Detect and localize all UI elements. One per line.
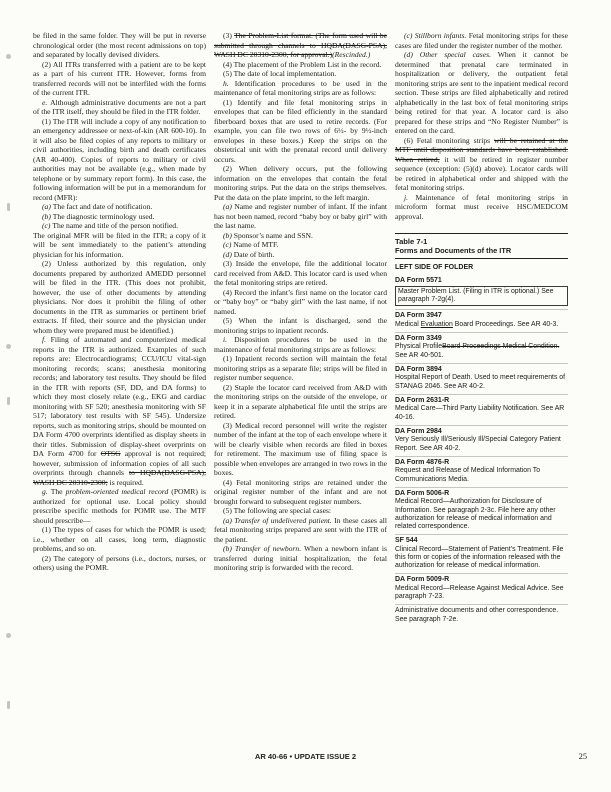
form-description: Master Problem List. (Filing in ITR is optional.) See paragraph 7-2g(4). [395,286,568,306]
table-entry [395,310,568,333]
table-title-rule [395,258,568,259]
table-title: Forms and Documents of the ITR [395,246,512,255]
paragraph: (2) All ITRs transferred with a patient are to be kept as a part of his current ITR. However, forms from transferred records will not be interfiled with the forms of the current ITR. [33,59,206,97]
paragraph: (c) The name and title of the person notified. [42,221,179,230]
form-description: Very Seriously Ill/Seriously Ill/Special Category Patient Report. See AR 40-2. [395,436,561,452]
paragraph: e. Although administrative documents are not a part of the ITR itself, they should be filed in the ITR folder. [33,97,206,116]
form-number: DA Form 3894 [395,365,442,373]
form-number: DA Form 3349 [395,334,442,342]
binder-hole-mark [6,344,11,349]
paragraph: (5) When the infant is discharged, send the monitoring strips to inpatient records. [214,316,387,335]
paragraph: (b) Sponsor’s name and SSN. [223,230,313,240]
table-entry [395,426,568,457]
paragraph: (a) Transfer of undelivered patient. In these cases all fetal monitoring strips prepared are sent with the ITR of the patient. [214,515,387,544]
paragraph: (3) The Problem-List format. (The form used will be submitted through channels to HQDA(DASG-PSA), WASH DC 20310-2300, for approval.)(Rescinded.) [214,31,387,59]
paragraph: i. Disposition procedures to be used in the maintenance of fetal monitoring strips are as follows: [214,335,387,354]
form-description: Clinical Record—Statement of Patient’s Treatment. File this form or copies of the information released with the authorization for release of medical information. [395,545,564,570]
paragraph: (a) Name and register number of infant. If the infant has not been named, record “baby boy or baby girl” with the last name. [214,202,387,230]
binder-hole-mark [6,54,11,59]
form-description: Medical Record—Release Against Medical Advice. See paragraph 7-23. [395,585,564,601]
paragraph: (2) Staple the locator card received from A&D with the monitoring strips on the outside of the envelope, or keep it in a separate alphabetical file until the strips are retired. [214,382,387,420]
binder-hole-mark [6,633,11,638]
paragraph: f. Filing of automated and computerized medical reports in the ITR is authorized. Examples of such reports are: Electrocardiograms; CCU/ICU vital-sign monitoring records; scans; anesthesia monitoring records; and laboratory test results. They should be filed in the ITR with reports (SF, DD, and DA forms) to which they most closely relate (e.g., EKG and cardiac monitoring with SF 520; anesthesia monitoring with SF 517; laboratory test results with SF 545). Undersize reports, such as monitoring strips, should be mounted on DA Form 4700 overprints identified as display sheets in their titles. Submission of display-sheet overprints on DA Form 4700 for OTSG approval is not required; however, submission of information copies of all such overprints through channels to HQDA(DASG-PSA), WASH DC 20310-2300; is required. [33,335,206,487]
form-number: DA Form 2984 [395,427,442,435]
table-entry [395,574,568,605]
paragraph: (4) Record the infant’s first name on the locator card or “baby boy” or “baby girl” with the last name, if not named. [214,287,387,316]
paragraph: (b) Transfer of newborn. When a newborn infant is transferred during initial hospitalization, the fetal monitoring strip is forwarded with the record. [214,544,387,572]
paragraph: (5) The date of local implementation. [223,69,337,78]
form-description: Administrative documents and other correspondence. See paragraph 7-2e. [395,607,559,623]
form-number: DA Form 3947 [395,312,442,319]
table-entry [395,275,568,310]
form-description: Physical ProfileBoard Proceedings Medical Condition. See AR 40-501. [395,343,560,359]
footer-title: AR 40-66 • UPDATE ISSUE 2 [254,752,357,761]
binder-hole-mark [7,203,10,211]
form-number: DA Form 2631-R [395,396,450,404]
paragraph: (1) Inpatient records section will maintain the fetal monitoring strips as a separate file; strips will be filed in register number sequence. [214,354,387,382]
table-entry [395,364,568,395]
paragraph: (d) Other special cases. When it cannot be determined that prenatal care terminated in hospitalization or delivery, the outpatient fetal monitoring strips are sent to the inpatient medical record section. These strips are filed alphabetically and retired alphabetically in the last box of fetal monitoring strips being retired for that year. A locator card is also prepared for these strips and “No Register Number” is entered on the card. [395,50,568,135]
table-7-1 [395,233,568,627]
text-column-right [395,31,568,753]
form-description: Medical Care—Third Party Liability Notification. See AR 40-16. [395,405,565,421]
paragraph: (2) When delivery occurs, put the following information on the envelopes that contain the fetal monitoring strips. Put the data on the strips themselves. Put the data on the plate imprint, to the left margin. [214,164,387,202]
paragraph: (5) The following are special cases: [223,506,332,515]
table-entry [395,605,568,626]
paragraph: (6) Fetal monitoring strips will be retained at the MTF until disposition standards have been established. When retired, it will be retired in register number sequence (exception: (5)(d) above). Locator cards will be retired in alphabetical order and shipped with the fetal monitoring strips. [395,135,568,192]
table-entry [395,488,568,535]
paragraph: h. Identification procedures to be used in the maintenance of fetal monitoring strips are as follows: [214,78,387,97]
paragraph: (4) The placement of the Problem List in the record. [223,59,382,69]
form-description: Request and Release of Medical Information To Communications Media. [395,467,541,483]
text-column-left [33,31,206,753]
paragraph: (c) Name of MTF. [223,240,279,249]
page-footer [0,752,611,766]
paragraph: (b) The diagnostic terminology used. [42,211,155,221]
form-number: SF 544 [395,537,418,545]
binder-hole-mark [7,701,10,709]
paragraph: be filed in the same folder. They will be put in reverse chronological order (the most recent admissions on top) and separated by locally devised dividers. [33,31,206,59]
paragraph: (3) Medical record personnel will write the register number of the infant at the top of each envelope where it will be clearly visible when records are filed in boxes for retirement. The maximum use of filing space is possible when envelopes are arranged in two rows in the boxes. [214,420,387,477]
form-description: Medical Record—Authorization for Disclosure of Information. See paragraph 2-3c. File here any other authorization for release of medical information and related correspondence. [395,498,556,530]
form-number: DA Form 5006-R [395,489,450,497]
table-entry [395,333,568,364]
paragraph: (1) The ITR will include a copy of any notification to an emergency addressee or next-of-kin (AR 600-10). In it will also be filed copies of any reports to military or civil authorities, including birth and death certificates (AR 40-400). Copies of reports to military or civil authorities may not be available (e.g., when made by telephone or by summary report form). In this case, the following information will be put in a memorandum for record (MFR): [33,116,206,202]
form-number: DA Form 5009-R [395,576,450,584]
form-number: DA Form 4876-R [395,458,450,466]
paragraph: (a) The fact and date of notification. [42,202,153,211]
binder-hole-mark [7,397,10,405]
table-top-rule [395,233,568,234]
paragraph: (c) Stillborn infants. Fetal monitoring strips for these cases are filed under the register number of the mother. [395,31,568,50]
table-entry [395,535,568,574]
paragraph: (4) Fetal monitoring strips are retained under the original register number of the infant and are not brought forward to subsequent register numbers. [214,477,387,506]
paragraph: g. The problem-oriented medical record (POMR) is authorized for optional use. Local policy should prescribe specific methods for POMR use. The MTF should prescribe— [33,487,206,525]
paragraph: (2) Unless authorized by this regulation, only documents prepared by authorized AMEDD personnel will be filed in the ITR. (This does not prohibit, however, the use of other documents by attending physicians. Nor does it prohibit the filing of other documents in the ITR as summaries or pertinent brief extracts. If filed, their source and the physician under whom they were prepared must be identified.) [33,259,206,335]
paragraph: The original MFR will be filed in the ITR; a copy of it will be sent immediately to the patient’s attending physician for his information. [33,230,206,259]
form-number: DA Form 5571 [395,277,442,284]
page-number: 25 [578,752,587,761]
text-column-middle [214,31,387,753]
paragraph: (1) Identify and file fetal monitoring strips in envelopes that can be filed efficiently in the standard fiberboard boxes that are used to retire records. (For example, you can file two rows of 6½- by 9½-inch envelopes in these boxes.) Keep the strips on the obstetrical unit with the prenatal record until delivery occurs. [214,97,387,164]
table-label: Table 7-1 [395,237,428,246]
paragraph: (3) Inside the envelope, file the additional locator card received from A&D. This locator card is used when the fetal monitoring strips are retired. [214,259,387,287]
table-section-heading: LEFT SIDE OF FOLDER [395,264,474,271]
table-entry [395,395,568,426]
form-description: Medical Evaluation Board Proceedings. See AR 40-3. [395,320,559,328]
paragraph: j. Maintenance of fetal monitoring strips in microform format must receive HSC/MEDCOM approval. [395,192,568,221]
table-entry [395,457,568,488]
form-description: Hospital Report of Death. Used to meet requirements of STANAG 2046. See AR 40-2. [395,374,566,390]
paragraph: (1) The types of cases for which the POMR is used; i.e., whether on all cases, long term, diagnostic problems, and so on. [33,525,206,553]
paragraph: (d) Date of birth. [223,249,275,259]
paragraph: (2) The category of persons (i.e., doctors, nurses, or others) using the POMR. [33,553,206,572]
